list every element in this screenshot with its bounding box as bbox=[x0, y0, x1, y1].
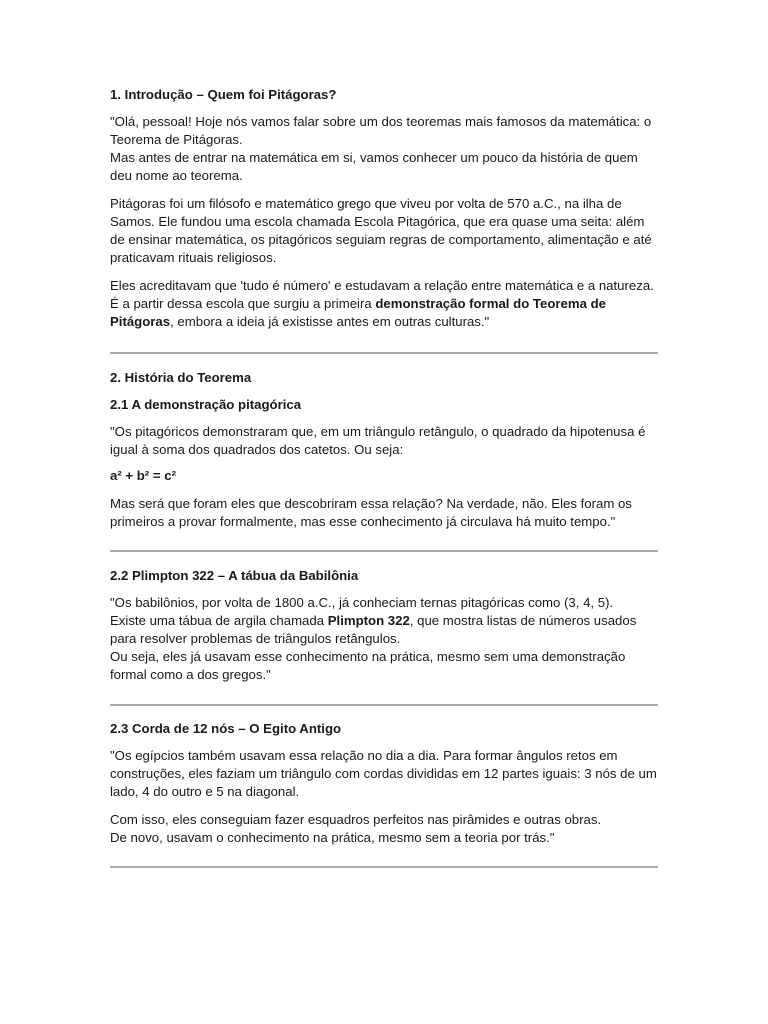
formula-text: a² + b² = c² bbox=[110, 468, 176, 483]
paragraph-line: De novo, usavam o conhecimento na prática, mesmo sem a teoria por trás." bbox=[110, 830, 555, 845]
paragraph-intro-1 bbox=[110, 113, 658, 185]
paragraph-text: É a partir dessa escola que surgiu a primeira bbox=[110, 296, 376, 311]
paragraph-text: Existe uma tábua de argila chamada bbox=[110, 613, 328, 628]
subsection-heading-demonstracao: 2.1 A demonstração pitagórica bbox=[110, 397, 302, 412]
paragraph-intro-2: Pitágoras foi um filósofo e matemático grego que viveu por volta de 570 a.C., na ilha de Samos. Ele fundou uma escola chamada Escola Pitagórica, que era quase uma seita: além de ensinar matemática, os pitagóricos seguiam regras de comportamento, alimentação e até praticavam rituais religiosos. bbox=[110, 196, 652, 265]
paragraph-corda-1: "Os egípcios também usavam essa relação no dia a dia. Para formar ângulos retos em construções, eles faziam um triângulo com cordas divididas em 12 partes iguais: 3 nós de um lado, 4 do outro e 5 na diagonal. bbox=[110, 748, 657, 799]
section-heading-historia: 2. História do Teorema bbox=[110, 370, 252, 385]
section-heading-plimpton: 2.2 Plimpton 322 – A tábua da Babilônia bbox=[110, 568, 359, 583]
paragraph-line: Mas antes de entrar na matemática em si, vamos conhecer um pouco da história de quem deu nome ao teorema. bbox=[110, 150, 638, 183]
paragraph-line: "Olá, pessoal! Hoje nós vamos falar sobre um dos teoremas mais famosos da matemática: o Teorema de Pitágoras. bbox=[110, 114, 652, 147]
bold-text: Plimpton 322 bbox=[327, 613, 410, 628]
bold-text: demonstração formal do Teorema de Pitágoras bbox=[110, 296, 606, 329]
paragraph-intro-3 bbox=[110, 277, 658, 331]
document-body bbox=[110, 86, 658, 868]
paragraph-text: , que mostra listas de números usados para resolver problemas de triângulos retângulos. bbox=[110, 613, 637, 646]
paragraph-line: Ou seja, eles já usavam esse conhecimento na prática, mesmo sem uma demonstração formal como a dos gregos." bbox=[110, 649, 626, 682]
paragraph-line: Eles acreditavam que 'tudo é número' e estudavam a relação entre matemática e a natureza. bbox=[110, 278, 654, 293]
section-divider bbox=[110, 550, 658, 552]
section-divider bbox=[110, 866, 658, 868]
paragraph-plimpton bbox=[110, 594, 658, 684]
paragraph-corda-2 bbox=[110, 811, 658, 847]
section-heading-corda: 2.3 Corda de 12 nós – O Egito Antigo bbox=[110, 721, 342, 736]
section-divider bbox=[110, 704, 658, 706]
paragraph-line: Com isso, eles conseguiam fazer esquadros perfeitos nas pirâmides e outras obras. bbox=[110, 812, 602, 827]
paragraph-text: , embora a ideia já existisse antes em outras culturas." bbox=[170, 314, 490, 329]
paragraph-demonstracao-1: "Os pitagóricos demonstraram que, em um triângulo retângulo, o quadrado da hipotenusa é igual à soma dos quadrados dos catetos. Ou seja: bbox=[110, 424, 646, 457]
section-divider bbox=[110, 352, 658, 354]
paragraph-demonstracao-2: Mas será que foram eles que descobriram essa relação? Na verdade, não. Eles foram os primeiros a provar formalmente, mas esse conhecimento já circulava há muito tempo." bbox=[110, 496, 632, 529]
paragraph-line: "Os babilônios, por volta de 1800 a.C., já conheciam ternas pitagóricas como (3, 4, 5). bbox=[110, 595, 614, 610]
section-heading-introducao: 1. Introdução – Quem foi Pitágoras? bbox=[110, 87, 337, 102]
formula bbox=[110, 467, 658, 485]
